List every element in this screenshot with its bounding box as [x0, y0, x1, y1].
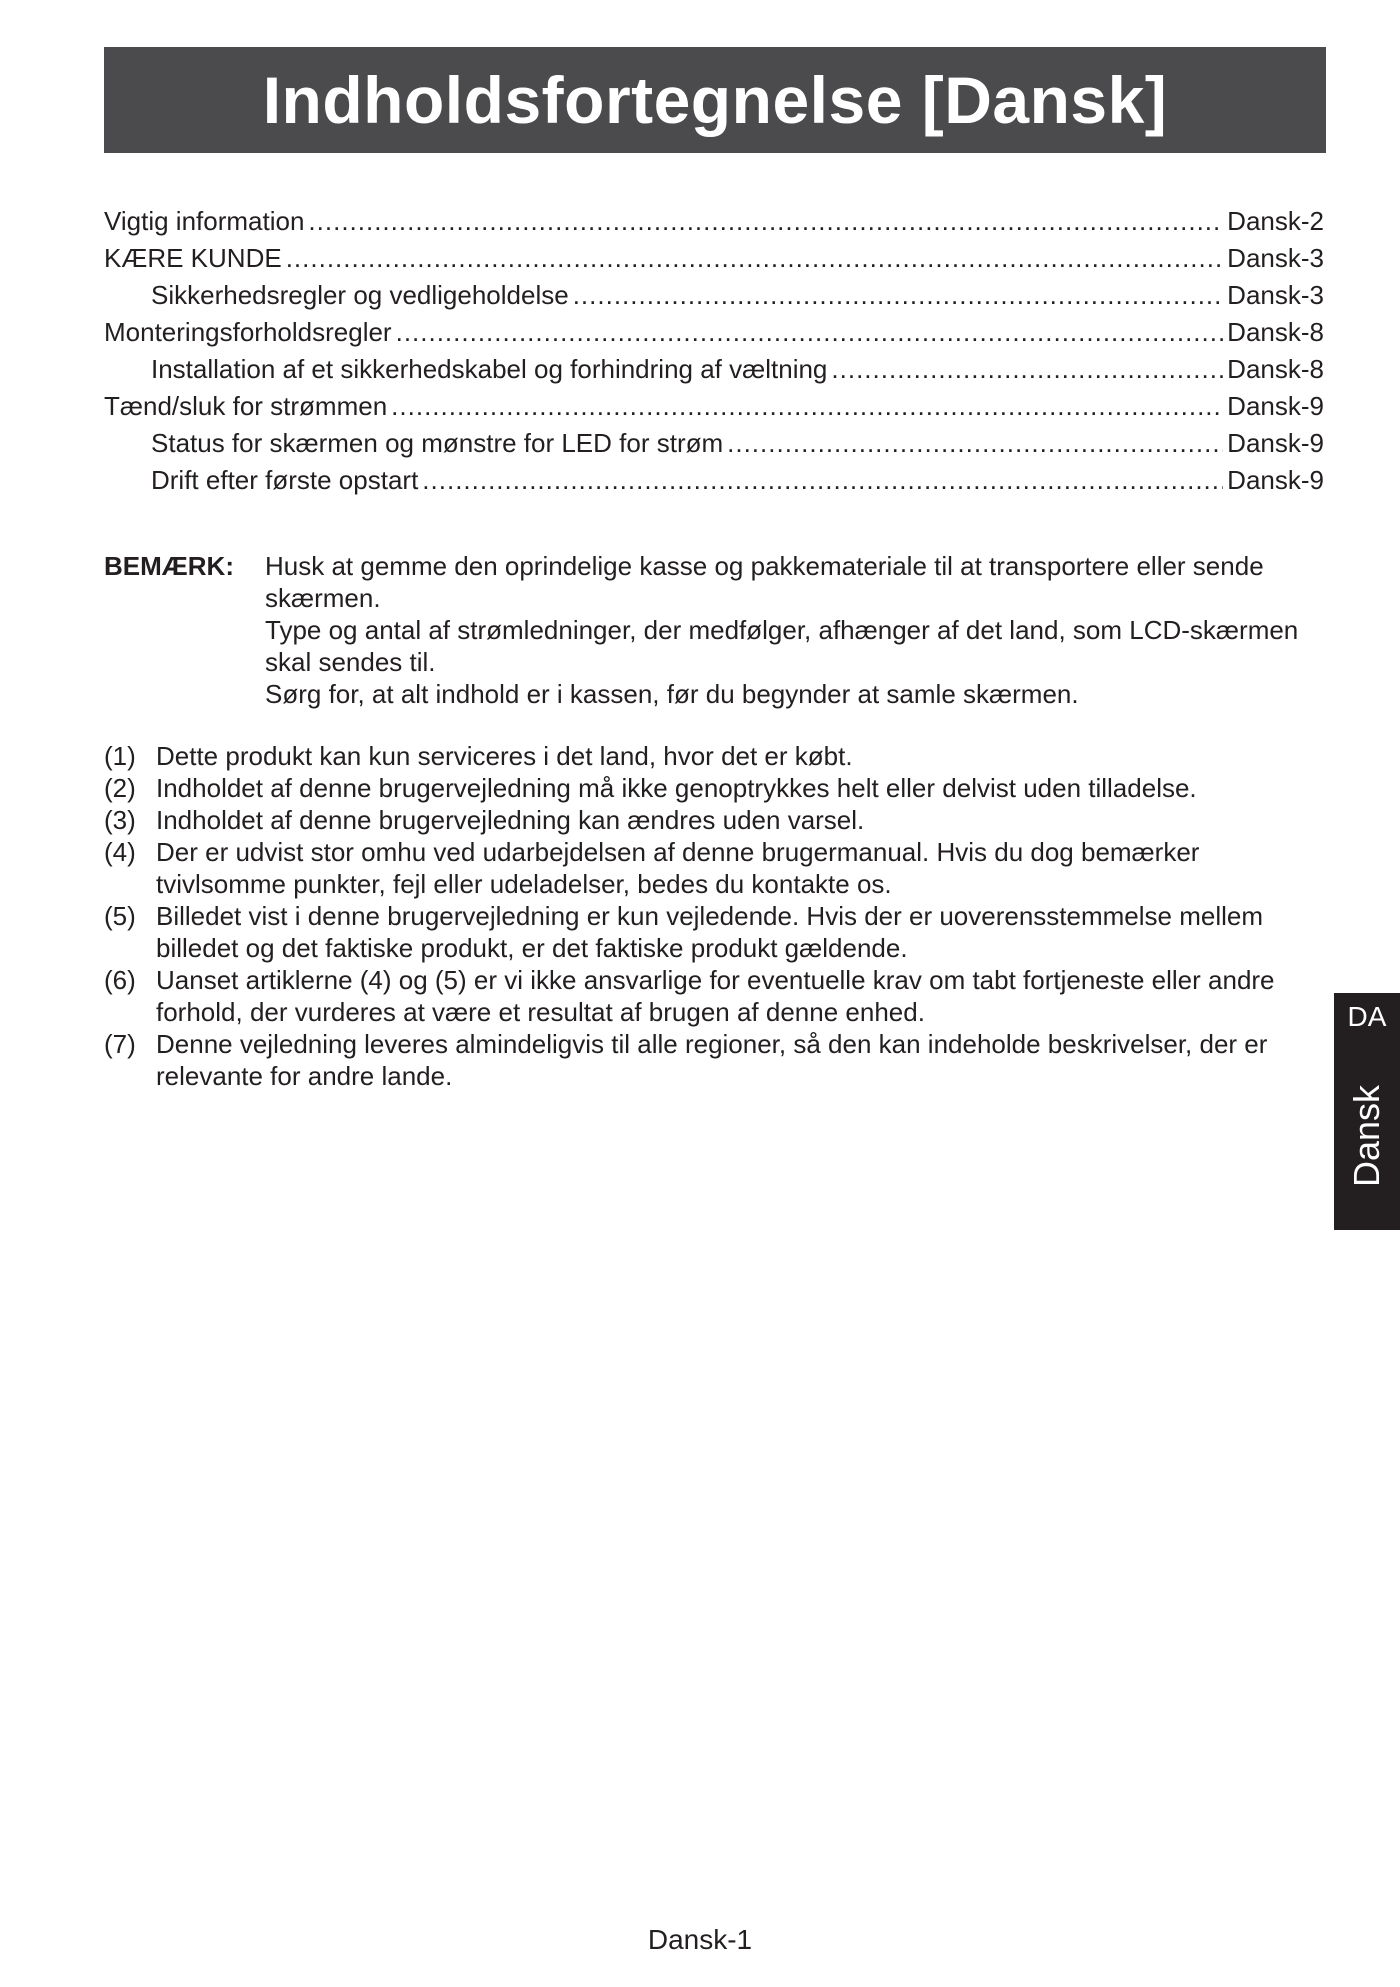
toc-subentry[interactable]: [104, 351, 1324, 388]
toc-entry-page: Dansk-9: [1227, 391, 1324, 421]
toc-entry[interactable]: [104, 388, 1324, 425]
toc-subentry[interactable]: [104, 425, 1324, 462]
toc-subentry[interactable]: [104, 462, 1324, 499]
toc-entry-label: Vigtig information: [104, 206, 305, 236]
list-item-number: (4): [104, 837, 136, 867]
toc-entry-page: Dansk-3: [1227, 243, 1324, 273]
list-item-text: Indholdet af denne brugervejledning må ikke genoptrykkes helt eller delvist uden tilladelse.: [156, 773, 1197, 803]
toc-entry-label: Sikkerhedsregler og vedligeholdelse: [151, 280, 569, 310]
list-item: [104, 836, 1314, 900]
toc-entry-page: Dansk-8: [1227, 317, 1324, 347]
list-item-number: (5): [104, 901, 136, 931]
list-item-text: Der er udvist stor omhu ved udarbejdelsen af denne brugermanual. Hvis du dog bemærker tvivlsomme punkter, fejl eller udeladelser, bedes du kontakte os.: [156, 837, 1200, 899]
toc-entry-page: Dansk-2: [1227, 206, 1324, 236]
language-name: Dansk: [1346, 1084, 1387, 1188]
toc-dot-leader: [831, 351, 1223, 388]
toc-entry[interactable]: [104, 314, 1324, 351]
note-block: [104, 550, 1324, 710]
note-paragraph: Husk at gemme den oprindelige kasse og pakkemateriale til at transportere eller sende skærmen.: [265, 551, 1264, 613]
toc-subentry[interactable]: [104, 277, 1324, 314]
list-item-text: Dette produkt kan kun serviceres i det land, hvor det er købt.: [156, 741, 853, 771]
list-item-number: (7): [104, 1029, 136, 1059]
note-paragraph: Type og antal af strømledninger, der medfølger, afhænger af det land, som LCD-skærmen skal sendes til.: [265, 615, 1299, 677]
note-body: [265, 550, 1324, 710]
note-paragraph: Sørg for, at alt indhold er i kassen, før du begynder at samle skærmen.: [265, 679, 1079, 709]
toc-entry-label: KÆRE KUNDE: [104, 243, 282, 273]
list-item-text: Billedet vist i denne brugervejledning er kun vejledende. Hvis der er uoverensstemmelse mellem billedet og det faktiske produkt, er det faktiske produkt gældende.: [156, 901, 1264, 963]
toc-entry[interactable]: [104, 203, 1324, 240]
toc-entry-page: Dansk-3: [1227, 280, 1324, 310]
toc-entry-page: Dansk-9: [1227, 428, 1324, 458]
toc-entry-label: Installation af et sikkerhedskabel og forhindring af væltning: [151, 354, 828, 384]
toc-entry-label: Monteringsforholdsregler: [104, 317, 392, 347]
toc-dot-leader: [727, 425, 1223, 462]
list-item-text: Denne vejledning leveres almindeligvis til alle regioner, så den kan indeholde beskrivelser, der er relevante for andre lande.: [156, 1029, 1268, 1091]
language-code: DA: [1347, 1001, 1387, 1032]
toc-entry-label: Tænd/sluk for strømmen: [104, 391, 388, 421]
toc-dot-leader: [391, 388, 1223, 425]
language-side-tab: [1334, 993, 1400, 1230]
toc-dot-leader: [308, 203, 1223, 240]
list-item-number: (6): [104, 965, 136, 995]
list-item: [104, 1028, 1314, 1092]
page-number: Dansk-1: [647, 1924, 753, 1955]
list-item: [104, 900, 1314, 964]
list-item-number: (2): [104, 773, 136, 803]
list-item: [104, 964, 1314, 1028]
list-item-text: Uanset artiklerne (4) og (5) er vi ikke ansvarlige for eventuelle krav om tabt fortjeneste eller andre forhold, der vurderes at være et resultat af brugen af denne enhed.: [156, 965, 1275, 1027]
toc-dot-leader: [396, 314, 1224, 351]
toc-entry-label: Status for skærmen og mønstre for LED for strøm: [151, 428, 724, 458]
toc-entry-page: Dansk-8: [1227, 354, 1324, 384]
toc-entry[interactable]: [104, 240, 1324, 277]
table-of-contents: [104, 203, 1324, 499]
list-item-text: Indholdet af denne brugervejledning kan ændres uden varsel.: [156, 805, 865, 835]
list-item: [104, 772, 1314, 804]
note-label: BEMÆRK:: [104, 551, 234, 581]
page-title-bar: [104, 47, 1326, 153]
page-title: Indholdsfortegnelse [Dansk]: [262, 63, 1168, 137]
list-item-number: (3): [104, 805, 136, 835]
disclaimer-list: [104, 740, 1314, 1092]
toc-dot-leader: [422, 462, 1223, 499]
toc-dot-leader: [573, 277, 1223, 314]
toc-entry-page: Dansk-9: [1227, 465, 1324, 495]
list-item: [104, 804, 1314, 836]
list-item: [104, 740, 1314, 772]
toc-dot-leader: [286, 240, 1223, 277]
list-item-number: (1): [104, 741, 136, 771]
toc-entry-label: Drift efter første opstart: [151, 465, 419, 495]
